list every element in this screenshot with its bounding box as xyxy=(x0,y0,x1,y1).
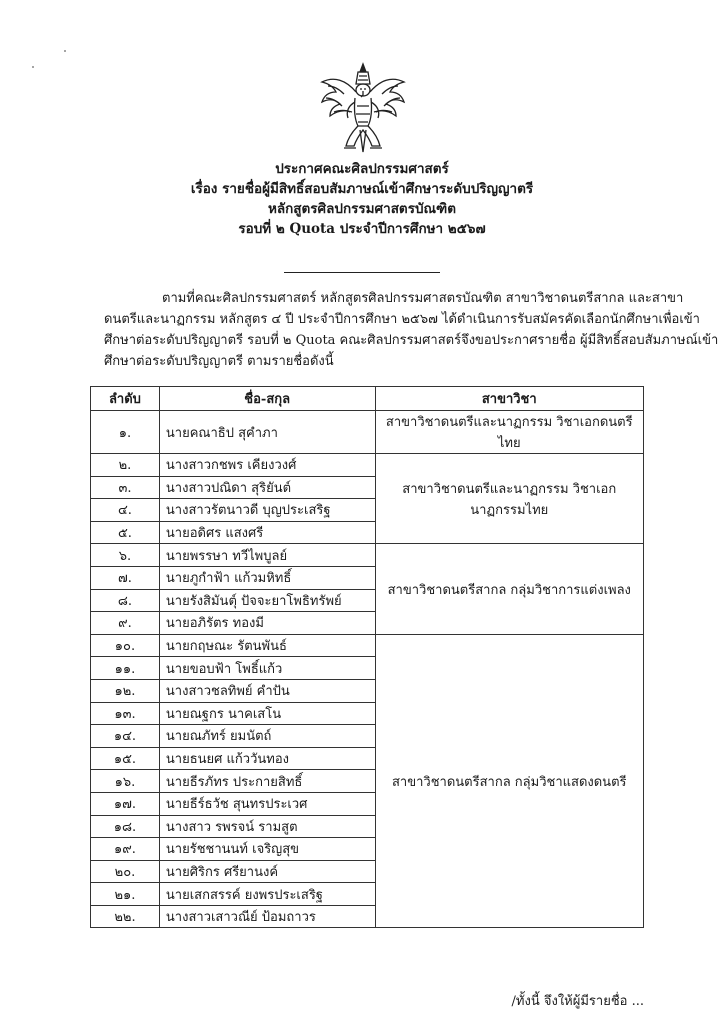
row-fullname: นายเสกสรรค์ ยงพรประเสริฐ xyxy=(159,883,375,906)
row-fullname: นางสาวกชพร เคียงวงศ์ xyxy=(159,454,375,477)
row-order: ๒๒. xyxy=(91,905,160,928)
header-order: ลำดับ xyxy=(91,387,160,411)
row-fullname: นางสาวปณิดา สุริยันต์ xyxy=(159,476,375,499)
announcement-title: ประกาศคณะศิลปกรรมศาสตร์ xyxy=(275,161,449,177)
row-fullname: นายพรรษา ทวีไพบูลย์ xyxy=(159,544,375,567)
candidate-table xyxy=(90,386,644,928)
row-major-group: สาขาวิชาดนตรีและนาฏกรรม วิชาเอกนาฏกรรมไทย xyxy=(375,454,644,544)
row-major-group: สาขาวิชาดนตรีและนาฏกรรม วิชาเอกดนตรีไทย xyxy=(375,411,644,454)
row-fullname: นายธีร์ธวัช สุนทรประเวศ xyxy=(159,792,375,815)
row-order: ๒๐. xyxy=(91,860,160,883)
row-fullname: นางสาว รพรจน์ รามสูต xyxy=(159,815,375,838)
row-order: ๑๒. xyxy=(91,679,160,702)
row-fullname: นายอดิศร แสงศรี xyxy=(159,521,375,544)
row-order: ๑๘. xyxy=(91,815,160,838)
row-fullname: นายขอบฟ้า โพธิ์แก้ว xyxy=(159,657,375,680)
row-fullname: นายกฤษณะ รัตนพันธ์ xyxy=(159,634,375,657)
row-fullname: นายณฐกร นาคเสโน xyxy=(159,702,375,725)
row-order: ๘. xyxy=(91,589,160,612)
row-fullname: นายรังสิมันตุ์ ปัจจะยาโพธิทรัพย์ xyxy=(159,589,375,612)
row-fullname: นายณภัทร์ ยมนัตถ์ xyxy=(159,725,375,748)
intro-line: ตามที่คณะศิลปกรรมศาสตร์ หลักสูตรศิลปกรรมศาสตรบัณฑิต สาขาวิชาดนตรีสากล และสาขา xyxy=(162,291,684,306)
row-order: ๒. xyxy=(91,454,160,477)
row-order: ๑๗. xyxy=(91,792,160,815)
row-order: ๑๕. xyxy=(91,747,160,770)
scan-speck xyxy=(32,66,34,68)
row-order: ๙. xyxy=(91,612,160,635)
row-fullname: นายรัชชานนท์ เจริญสุข xyxy=(159,838,375,861)
table-header-row xyxy=(91,387,644,411)
row-fullname: นายศิริกร ศรียานงค์ xyxy=(159,860,375,883)
row-order: ๒๑. xyxy=(91,883,160,906)
row-order: ๑. xyxy=(91,411,160,454)
row-order: ๑๙. xyxy=(91,838,160,861)
title-divider xyxy=(284,272,440,273)
row-order: ๑๐. xyxy=(91,634,160,657)
header-major: สาขาวิชา xyxy=(375,387,644,411)
intro-line: ศึกษาต่อระดับปริญญาตรี ตามรายชื่อดังนี้ xyxy=(104,354,334,369)
intro-line: ดนตรีและนาฏกรรม หลักสูตร ๔ ปี ประจำปีการศึกษา ๒๕๖๗ ได้ดำเนินการรับสมัครคัดเลือกนักศึกษาเพื่อเข้า xyxy=(104,312,700,327)
row-fullname: นายภูกำฟ้า แก้วมหิทธิ์ xyxy=(159,566,375,589)
row-order: ๑๔. xyxy=(91,725,160,748)
row-order: ๕. xyxy=(91,521,160,544)
row-order: ๓. xyxy=(91,476,160,499)
row-fullname: นายอภิรัตร ทองมี xyxy=(159,612,375,635)
row-fullname: นายธนยศ แก้ววันทอง xyxy=(159,747,375,770)
table-row xyxy=(91,411,644,454)
program-name: หลักสูตรศิลปกรรมศาสตรบัณฑิต xyxy=(267,201,457,217)
row-fullname: นางสาวรัตนาวดี บุญประเสริฐ xyxy=(159,499,375,522)
table-row xyxy=(91,634,644,657)
scan-speck xyxy=(64,50,66,52)
row-order: ๑๓. xyxy=(91,702,160,725)
row-major-group: สาขาวิชาดนตรีสากล กลุ่มวิชาแสดงดนตรี xyxy=(375,634,644,928)
round-info: รอบที่ ๒ Quota ประจำปีการศึกษา ๒๕๖๗ xyxy=(238,221,486,237)
row-fullname: นายธีรภัทร ประกายสิทธิ์ xyxy=(159,770,375,793)
row-order: ๑๖. xyxy=(91,770,160,793)
row-fullname: นายคณาธิป สุคำภา xyxy=(159,411,375,454)
table-row xyxy=(91,454,644,477)
table-body xyxy=(91,411,644,928)
row-order: ๑๑. xyxy=(91,657,160,680)
row-order: ๖. xyxy=(91,544,160,567)
announcement-subject: เรื่อง รายชื่อผู้มีสิทธิ์สอบสัมภาษณ์เข้าศึกษาระดับปริญญาตรี xyxy=(190,181,534,197)
row-order: ๗. xyxy=(91,566,160,589)
intro-line: ศึกษาต่อระดับปริญญาตรี รอบที่ ๒ Quota คณะศิลปกรรมศาสตร์จึงขอประกาศรายชื่อ ผู้มีสิทธิ์สอบสัมภาษณ์เข้า xyxy=(104,333,719,348)
row-fullname: นางสาวชลทิพย์ คำปัน xyxy=(159,679,375,702)
continuation-text: /ทั้งนี้ จึงให้ผู้มีรายชื่อ ... xyxy=(511,994,644,1009)
row-major-group: สาขาวิชาดนตรีสากล กลุ่มวิชาการแต่งเพลง xyxy=(375,544,644,634)
row-fullname: นางสาวเสาวณีย์ ป้อมถาวร xyxy=(159,905,375,928)
garuda-emblem-icon xyxy=(318,62,408,154)
table-row xyxy=(91,544,644,567)
header-name: ชื่อ-สกุล xyxy=(159,387,375,411)
row-order: ๔. xyxy=(91,499,160,522)
